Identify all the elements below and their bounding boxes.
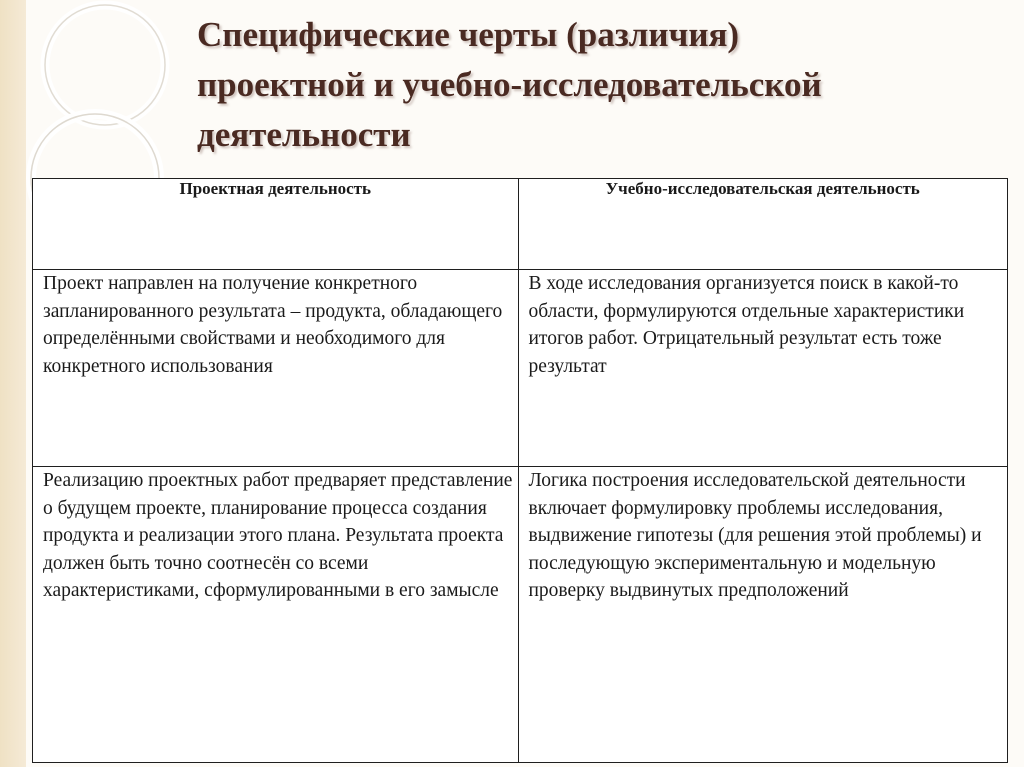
comparison-table [32, 178, 1008, 763]
title-line-3: деятельности [197, 115, 411, 154]
title-line-1: Специфические черты (различия) [197, 15, 740, 54]
table-row [33, 467, 1008, 763]
cell-project-result: Проект направлен на получение конкретного запланированного результата – продукта, обладающего определёнными свойствами и необходимого для конкретного использования [33, 270, 519, 467]
title-line-2: проектной и учебно-исследовательской [197, 65, 822, 104]
table-row [33, 270, 1008, 467]
cell-research-result: В ходе исследования организуется поиск в какой-то области, формулируются отдельные характеристики итогов работ. Отрицательный результат есть тоже результат [518, 270, 1008, 467]
header-project-activity: Проектная деятельность [33, 179, 519, 270]
table-header-row [33, 179, 1008, 270]
cell-project-planning: Реализацию проектных работ предваряет представление о будущем проекте, планирование процесса создания продукта и реализации этого плана. Результата проекта должен быть точно соотнесён со всеми характеристиками, сформулированными в его замысле [33, 467, 519, 763]
header-research-activity: Учебно-исследовательская деятельность [518, 179, 1008, 270]
cell-research-logic: Логика построения исследовательской деятельности включает формулировку проблемы исследования, выдвижение гипотезы (для решения этой проблемы) и последующую экспериментальную и модельную проверку выдвинутых предположений [518, 467, 1008, 763]
slide-title [197, 10, 997, 160]
